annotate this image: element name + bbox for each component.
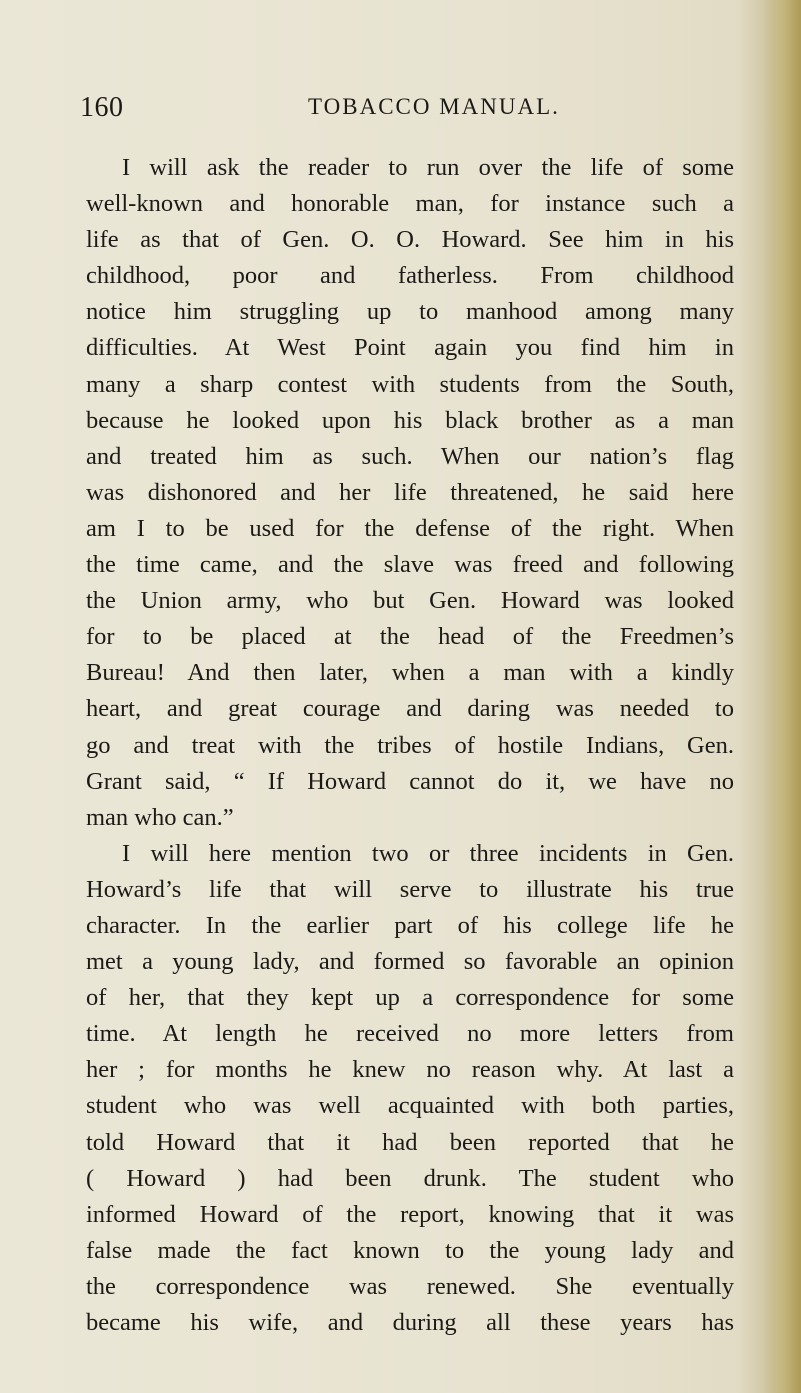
text-line: well-known and honorable man, for instance such a — [86, 190, 734, 218]
text-line: time. At length he received no more letters from — [86, 1020, 734, 1048]
text-line-paragraph-start: I will here mention two or three incidents in Gen. — [122, 839, 734, 867]
text-line: character. In the earlier part of his college life he — [86, 911, 734, 939]
text-line: met a young lady, and formed so favorable an opinion — [86, 948, 734, 976]
text-line: life as that of Gen. O. O. Howard. See him in his — [86, 226, 734, 254]
running-title: TOBACCO MANUAL. — [308, 94, 560, 119]
body-text — [86, 150, 734, 1341]
text-line: Howard’s life that will serve to illustrate his true — [86, 875, 734, 903]
text-line: Bureau! And then later, when a man with a kindly — [86, 659, 734, 687]
text-line: notice him struggling up to manhood among many — [86, 298, 734, 326]
text-line: informed Howard of the report, knowing that it was — [86, 1200, 734, 1228]
text-line: am I to be used for the defense of the right. When — [86, 514, 734, 542]
text-line: the Union army, who but Gen. Howard was looked — [86, 587, 734, 615]
text-line: the correspondence was renewed. She eventually — [86, 1272, 734, 1300]
page-number: 160 — [80, 92, 124, 123]
text-line: Grant said, “ If Howard cannot do it, we have no — [86, 767, 734, 795]
text-line: for to be placed at the head of the Freedmen’s — [86, 623, 734, 651]
running-head — [80, 92, 734, 132]
text-line-paragraph-start: I will ask the reader to run over the life of some — [122, 154, 734, 181]
text-line: difficulties. At West Point again you find him in — [86, 334, 734, 362]
text-line: false made the fact known to the young lady and — [86, 1236, 734, 1264]
text-line: student who was well acquainted with both parties, — [86, 1092, 734, 1120]
text-line: and treated him as such. When our nation’s flag — [86, 442, 734, 470]
text-line: childhood, poor and fatherless. From childhood — [86, 262, 734, 290]
page-edge-shadow — [763, 0, 801, 1393]
text-line: the time came, and the slave was freed and following — [86, 551, 734, 579]
text-line: many a sharp contest with students from the South, — [86, 370, 734, 398]
text-line-paragraph-end: man who can.” — [86, 803, 234, 831]
text-line: go and treat with the tribes of hostile Indians, Gen. — [86, 731, 734, 759]
text-line: told Howard that it had been reported that he — [86, 1128, 734, 1156]
text-line: was dishonored and her life threatened, he said here — [86, 478, 734, 506]
text-line: heart, and great courage and daring was needed to — [86, 695, 734, 723]
text-line: ( Howard ) had been drunk. The student who — [86, 1164, 734, 1192]
text-line: her ; for months he knew no reason why. At last a — [86, 1056, 734, 1084]
text-line: of her, that they kept up a correspondence for some — [86, 984, 734, 1012]
text-line: because he looked upon his black brother as a man — [86, 406, 734, 434]
text-line: became his wife, and during all these years has — [86, 1309, 734, 1336]
